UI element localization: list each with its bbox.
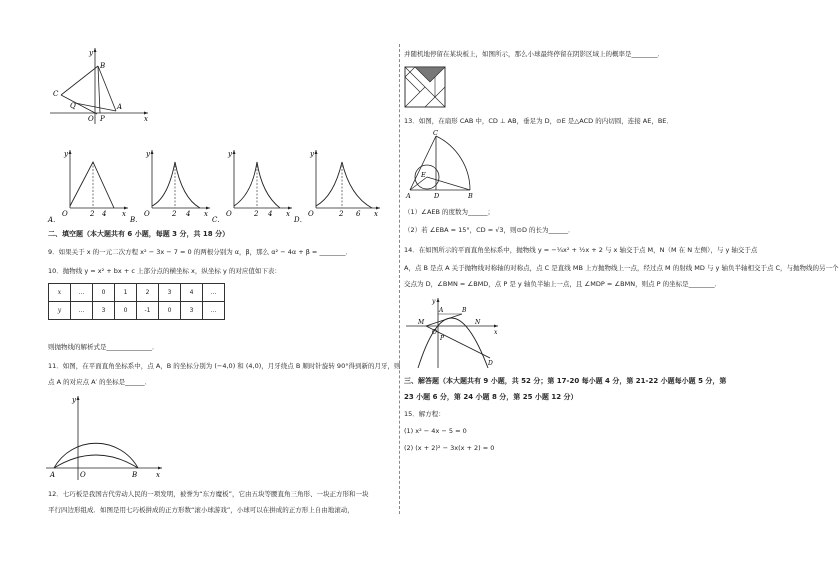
svg-text:O: O	[308, 210, 314, 218]
svg-text:y: y	[432, 298, 436, 305]
svg-text:4: 4	[102, 210, 107, 218]
option-graph-c	[212, 146, 294, 224]
fig-top-label-q: Q	[70, 102, 76, 110]
svg-text:x: x	[122, 210, 126, 218]
svg-text:y: y	[310, 150, 314, 158]
question-11-line1: 11．如图，在平面直角坐标系中，点 A，B 的坐标分别为 (−4,0) 和 (4,0)，月牙绕点 B 顺时针旋转 90°得到新的月牙，则	[48, 362, 401, 370]
figure-top-coordinate	[50, 46, 160, 126]
section3-title-line1: 三、解答题（本大题共有 9 小题，共 52 分；第 17-20 每小题 4 分，第 21-22 小题每小题 5 分，第	[404, 377, 727, 385]
table-row: x … 0 1 2 3 4 …	[49, 284, 225, 302]
svg-text:A: A	[50, 471, 56, 479]
svg-text:O: O	[226, 210, 232, 218]
fig-top-label-b: B	[100, 62, 106, 70]
table-row: y … 3 0 -1 0 3 …	[49, 302, 225, 320]
fig-top-label-y: y	[89, 49, 93, 57]
svg-text:4: 4	[186, 210, 191, 218]
svg-text:2: 2	[254, 210, 259, 218]
svg-text:B: B	[462, 307, 467, 314]
svg-text:D: D	[434, 192, 440, 200]
question-15: 15．解方程：	[404, 410, 445, 418]
option-letter-d: D．	[294, 216, 307, 224]
svg-text:B: B	[132, 471, 138, 479]
section3-title-line2: 23 小题 6 分，第 24 小题 8 分，第 25 小题 12 分）	[404, 393, 578, 401]
fig-top-label-o: O	[88, 115, 94, 123]
svg-text:y: y	[146, 150, 150, 158]
option-letter-b: B．	[130, 216, 143, 224]
svg-text:2: 2	[90, 210, 95, 218]
fig-top-label-a: A	[117, 103, 123, 111]
svg-text:O: O	[432, 329, 437, 336]
figure-q13-sector	[404, 128, 476, 200]
svg-text:y: y	[72, 396, 76, 404]
svg-text:x: x	[374, 210, 378, 218]
question-11-line2: 点 A 的对应点 A′ 的坐标是______．	[48, 378, 152, 386]
option-graph-d	[294, 146, 384, 224]
option-letter-c: C．	[212, 216, 225, 224]
fig-top-label-p: P	[100, 115, 105, 123]
svg-text:O: O	[62, 210, 68, 218]
question-14-line3: 交点为 D，∠BMN = ∠BMD，点 P 是 y 轴负半轴上一点，且 ∠MDP = ∠BMN，则点 P 的坐标是________．	[404, 280, 722, 288]
figure-q11-crescent	[44, 392, 164, 482]
svg-text:2: 2	[172, 210, 177, 218]
option-graph-b	[130, 146, 212, 224]
question-13: 13．如图，在扇形 CAB 中，CD ⊥ AB，垂足为 D，⊙E 是△ACD 的内切圆，连接 AE，BE．	[404, 117, 673, 125]
svg-text:B: B	[468, 192, 473, 200]
question-15-part2: (2) (x + 2)² − 3x(x + 2) = 0	[404, 444, 495, 452]
svg-text:x: x	[286, 210, 290, 218]
svg-text:x: x	[204, 210, 208, 218]
figure-q14-parabola	[404, 296, 500, 370]
option-graph-a	[48, 146, 130, 224]
svg-text:4: 4	[268, 210, 273, 218]
question-15-part1: (1) x² − 4x − 5 = 0	[404, 427, 467, 435]
svg-text:x: x	[494, 329, 498, 336]
svg-text:y: y	[64, 150, 68, 158]
fig-top-label-c: C	[53, 90, 59, 98]
svg-text:C: C	[433, 129, 438, 137]
fig-top-label-x: x	[144, 115, 148, 123]
svg-text:y: y	[228, 150, 232, 158]
question-10-tail: 则抛物线的解析式是______________．	[48, 343, 159, 351]
svg-text:O: O	[144, 210, 150, 218]
figure-tangram	[404, 66, 446, 108]
svg-text:A: A	[439, 307, 444, 314]
section2-title: 二、填空题（本大题共有 6 小题，每题 3 分，共 18 分）	[48, 230, 230, 238]
svg-text:P: P	[440, 335, 445, 342]
question-13-part1: （1）∠AEB 的度数为______；	[404, 208, 495, 216]
question-12-line2: 平行四边形组成．如图是用七巧板拼成的正方形数“滚小球游戏”，小球可以在拼成的正方形上自由地滚动，	[48, 506, 354, 514]
svg-text:E: E	[421, 171, 426, 179]
svg-text:D: D	[488, 360, 493, 367]
question-9: 9．如果关于 x 的一元二次方程 x² − 3x − 7 = 0 的两根分别为 α，β，那么 α² − 4α + β = ________．	[48, 248, 352, 256]
option-letter-a: A．	[48, 216, 61, 224]
svg-text:N: N	[475, 319, 481, 326]
svg-text:O: O	[80, 471, 86, 479]
question-13-part2: （2）若 ∠EBA = 15°，CD = √3，则⊙D 的长为______．	[404, 226, 575, 234]
column-divider	[399, 44, 400, 514]
svg-text:2: 2	[339, 210, 344, 218]
svg-text:M: M	[418, 319, 425, 326]
question-10: 10．抛物线 y = x² + bx + c 上部分点的横坐标 x，纵坐标 y 的对应值如下表：	[48, 267, 281, 275]
svg-text:A: A	[406, 192, 411, 200]
question-14-line1: 14．在如图所示的平面直角坐标系中，抛物线 y = −¼x² + ½x + 2 与 x 轴交于点 M，N（M 在 N 左侧），与 y 轴交于点	[404, 246, 758, 254]
svg-text:6: 6	[356, 210, 361, 218]
svg-text:x: x	[156, 471, 160, 479]
value-table	[48, 283, 225, 320]
question-12-line3: 并随机地停留在某块板上，如图所示，那么小球最终停留在阴影区域上的概率是________．	[404, 50, 664, 58]
question-14-line2: A，点 B 是点 A 关于抛物线对称轴的对称点，点 C 是直线 MB 上方抛物线上一点，经过点 M 的射线 MD 与 y 轴负半轴相交于点 C，与抛物线的另一个	[404, 264, 839, 272]
question-12-line1: 12．七巧板是我国古代劳动人民的一项发明，被誉为“东方魔板”，它由五块等腰直角三角形、一块正方形和一块	[48, 490, 369, 498]
